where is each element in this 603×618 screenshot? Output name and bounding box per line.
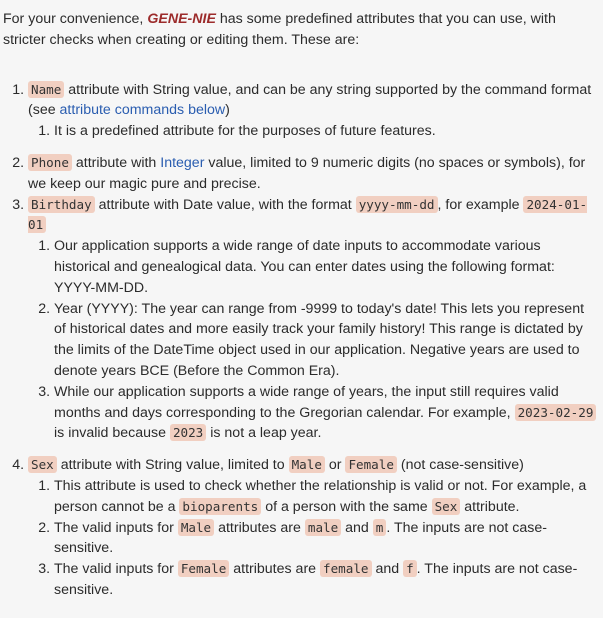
list-item: 1. Our application supports a wide range of date inputs to accommodate various historical and genealogical data. You can enter dates using the following format: YYYY-MM-DD.: [54, 236, 597, 298]
code-m-input: m: [373, 519, 387, 536]
item-text: (not case-sensitive): [396, 457, 524, 474]
item-text: and: [341, 519, 373, 536]
item-text: While our application supports a wide range of years, the input still requires valid months and days corresponding to the Gregorian calendar. For example,: [54, 383, 559, 421]
code-invalid-date: 2023-02-29: [515, 404, 597, 421]
item-text: This attribute is used to check whether the relationship is valid or not. For example, a person cannot be a: [54, 477, 587, 515]
code-phone: Phone: [28, 154, 72, 171]
item-text: attribute with String value, and can be any string supported by the command format (see: [28, 81, 592, 119]
item-text: value, limited to 9 numeric digits (no spaces or symbols), for we keep our magic pure and precise.: [28, 154, 586, 192]
attribute-list: [3, 80, 597, 601]
item-text: and: [371, 561, 404, 578]
item-text: attribute with String value, limited to: [56, 457, 289, 474]
intro-paragraph: [3, 9, 597, 51]
code-name: Name: [28, 81, 64, 98]
birthday-sublist: [28, 236, 597, 444]
code-female: Female: [345, 456, 397, 473]
item-text: is invalid because: [54, 425, 170, 442]
list-item: [54, 559, 597, 601]
name-sublist: [28, 121, 597, 142]
item-text: The valid inputs for: [54, 561, 178, 578]
code-birthday: Birthday: [28, 196, 95, 213]
list-item-sex: [28, 455, 597, 601]
attribute-commands-link[interactable]: attribute commands below: [59, 102, 226, 119]
code-male-input: male: [305, 519, 341, 536]
code-male-label: Male: [178, 519, 214, 536]
code-date-example: 2024-01-01: [28, 196, 588, 233]
list-item: 1. It is a predefined attribute for the purposes of future features.: [54, 121, 597, 142]
item-text: . The inputs are not case-sensitive.: [54, 561, 578, 598]
list-item-birthday: [28, 195, 597, 445]
code-f-input: f: [403, 560, 417, 577]
item-text: or: [324, 457, 346, 474]
item-text: of a person with the same: [261, 498, 432, 515]
item-text: attributes are: [229, 561, 321, 578]
list-item: [54, 518, 597, 560]
list-item-name: [28, 80, 597, 142]
item-text: . The inputs are not case-sensitive.: [54, 519, 547, 557]
item-text: The valid inputs for: [54, 519, 178, 536]
list-item-phone: [28, 153, 597, 195]
code-female-input: female: [320, 560, 372, 577]
intro-text-rest: has some predefined attributes that you can use, with stricter checks when creating or editing them. These are:: [3, 11, 556, 48]
intro-text: For your convenience,: [3, 11, 148, 27]
code-year: 2023: [170, 424, 206, 441]
item-text: attribute.: [460, 498, 520, 515]
item-text: , for example: [437, 196, 524, 213]
brand-name: GENE-NIE: [147, 11, 216, 27]
item-text: is not a leap year.: [206, 425, 322, 442]
item-text: attributes are: [214, 519, 305, 536]
code-male: Male: [289, 456, 325, 473]
item-text: ): [225, 102, 230, 119]
integer-link[interactable]: Integer: [160, 154, 205, 171]
code-female-label: Female: [178, 560, 230, 577]
item-text: attribute with: [71, 154, 161, 171]
list-item: 2. Year (YYYY): The year can range from -9999 to today's date! This lets you represent of historical dates and more easily track your family history! This range is dictated by the limits of the DateTime object used in our application. Negative years are used to denote years BCE (Before the Common Era).: [54, 299, 597, 382]
code-sex: Sex: [28, 456, 57, 473]
code-date-format: yyyy-mm-dd: [356, 196, 438, 213]
item-text: attribute with Date value, with the format: [94, 196, 356, 213]
code-sex-inline: Sex: [432, 498, 461, 515]
sex-sublist: [28, 476, 597, 601]
code-bioparents: bioparents: [179, 498, 261, 515]
list-item: [54, 476, 597, 518]
list-item: [54, 382, 597, 444]
